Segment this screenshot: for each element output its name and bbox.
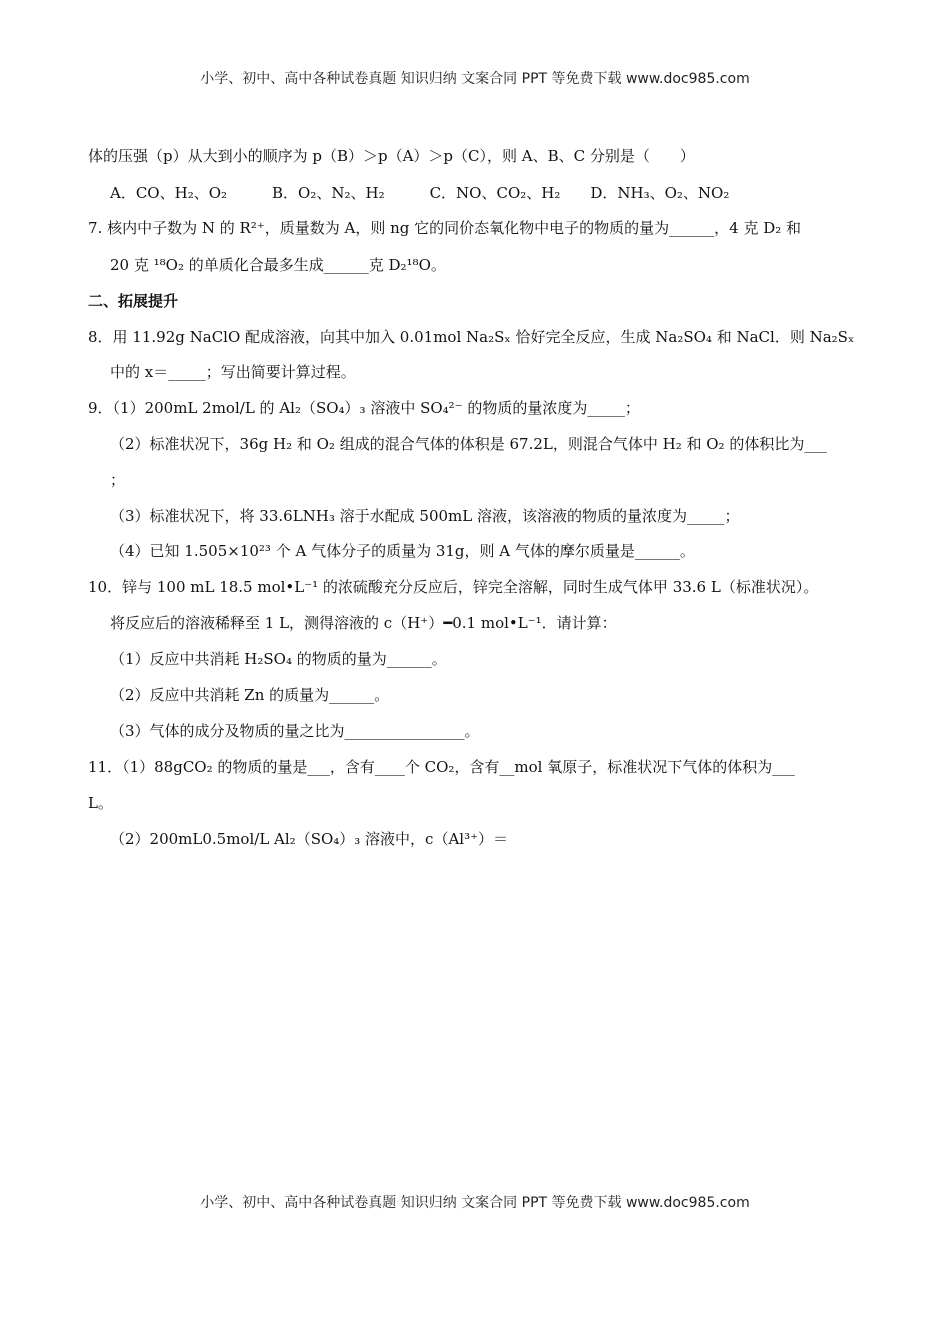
q9-part4: （4）已知 1.505×10²³ 个 A 气体分子的质量为 31g，则 A 气体的摩尔质量是______。 bbox=[110, 542, 695, 560]
q9-part1: 9．（1）200mL 2mol/L 的 Al₂（SO₄）₃ 溶液中 SO₄²⁻ 的物质的量浓度为_____； bbox=[88, 399, 640, 417]
section-title: 二、拓展提升 bbox=[88, 292, 179, 310]
q11-line2: L。 bbox=[88, 794, 113, 812]
q6-stem-tail: 体的压强（p）从大到小的顺序为 p（B）＞p（A）＞p（C），则 A、B、C 分别是（ ） bbox=[88, 147, 695, 165]
q7-line1: 7. 核内中子数为 N 的 R²⁺，质量数为 A，则 ng 它的同价态氧化物中电子的物质的量为______，4 克 D₂ 和 bbox=[88, 219, 802, 237]
q10-line1: 10．锌与 100 mL 18.5 mol•L⁻¹ 的浓硫酸充分反应后，锌完全溶解，同时生成气体甲 33.6 L（标准状况）。 bbox=[88, 578, 819, 596]
q10-part1: （1）反应中共消耗 H₂SO₄ 的物质的量为______。 bbox=[110, 650, 447, 668]
q9-part3: （3）标准状况下，将 33.6LNH₃ 溶于水配成 500mL 溶液，该溶液的物质的量浓度为_____； bbox=[110, 507, 740, 525]
q8-line1: 8．用 11.92g NaClO 配成溶液，向其中加入 0.01mol Na₂Sₓ 恰好完全反应，生成 Na₂SO₄ 和 NaCl．则 Na₂Sₓ bbox=[88, 328, 855, 346]
q8-line2: 中的 x＝_____；写出简要计算过程。 bbox=[110, 363, 356, 381]
header-banner: 小学、初中、高中各种试卷真题 知识归纳 文案合同 PPT 等免费下载 www.doc985.com bbox=[200, 71, 750, 87]
q7-line2: 20 克 ¹⁸O₂ 的单质化合最多生成______克 D₂¹⁸O。 bbox=[110, 256, 446, 274]
q11-line1: 11．（1）88gCO₂ 的物质的量是___，含有____个 CO₂，含有__mol 氧原子，标准状况下气体的体积为___ bbox=[88, 758, 795, 776]
q9-part2-line2: ； bbox=[110, 471, 126, 489]
q10-part2: （2）反应中共消耗 Zn 的质量为______。 bbox=[110, 686, 390, 704]
q10-part3: （3）气体的成分及物质的量之比为________________。 bbox=[110, 722, 480, 740]
q11-part2: （2）200mL0.5mol/L Al₂（SO₄）₃ 溶液中，c（Al³⁺）＝ bbox=[110, 830, 509, 848]
q9-part2-line1: （2）标准状况下，36g H₂ 和 O₂ 组成的混合气体的体积是 67.2L，则混合气体中 H₂ 和 O₂ 的体积比为___ bbox=[110, 435, 827, 453]
q6-options: A．CO、H₂、O₂ B．O₂、N₂、H₂ C．NO、CO₂、H₂ D．NH₃、O₂、NO₂ bbox=[110, 184, 730, 202]
footer-banner: 小学、初中、高中各种试卷真题 知识归纳 文案合同 PPT 等免费下载 www.doc985.com bbox=[200, 1195, 750, 1211]
q10-line2: 将反应后的溶液稀释至 1 L，测得溶液的 c（H⁺）━0.1 mol•L⁻¹．请计算： bbox=[110, 614, 617, 632]
